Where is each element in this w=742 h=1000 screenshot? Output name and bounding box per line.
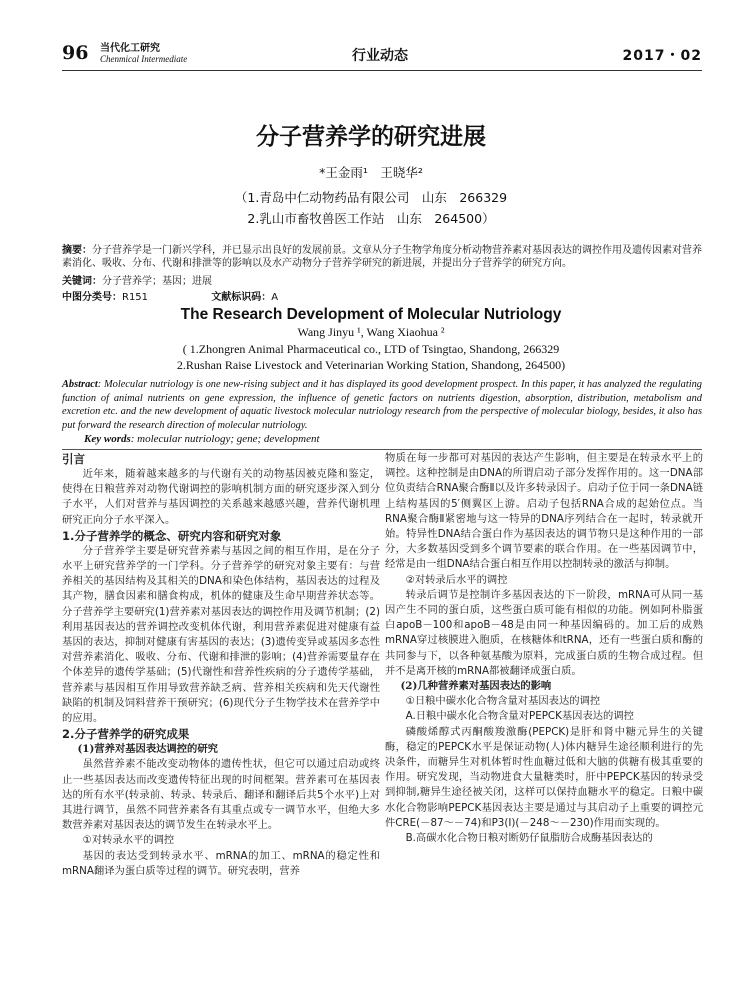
clc-value: R151 — [122, 292, 149, 303]
body-paragraph: 虽然营养素不能改变动物体的遗传性状，但它可以通过启动或终止一些基因表达而改变遗传特征出现的时间框架。营养素可在基因表达的所有水平(转录前、转录、转录后、翻译和翻译后共5个水平)上对其进行调节，虽然不同营养素各有其重点或专一调节水平，但绝大多数营养素对基因表达的调节发生在转录水平上。 — [62, 758, 380, 832]
journal-name-cn: 当代化工研究 — [100, 43, 160, 54]
english-abstract-text: : Molecular nutriology is one new-rising subject and it has displayed its good development prospect. In this paper, it has analyzed the regulating function of animal nutrients on gene expression, the influence of genetic factors on nutrients digestion, absorption, distribution, metabolism and excretion etc. and the new development of aquatic livestock molecular nutriology research from the perspective of molecular biology, besides, it also has put forward the research direction of molecular nutriology. — [62, 379, 702, 431]
sub-subsection-heading: A.日粮中碳水化合物含量对PEPCK基因表达的调控 — [405, 710, 634, 723]
english-keywords-label: Key words — [84, 433, 131, 445]
body-paragraph: 基因的表达受到转录水平、mRNA的加工、mRNA的稳定性和mRNA翻译为蛋白质等过程的调节。研究表明，营养 — [62, 849, 380, 877]
article-title: 分子营养学的研究进展 — [256, 124, 486, 150]
sub-subsection-heading: ①日粮中碳水化合物含量对基因表达的调控 — [405, 695, 601, 708]
english-keywords — [84, 433, 702, 445]
sub-subsection-heading: ②对转录后水平的调控 — [405, 573, 508, 586]
sub-subsection-heading: ①对转录水平的调控 — [82, 834, 175, 847]
section-name: 行业动态 — [352, 48, 408, 64]
year-issue: 2017・02 — [622, 48, 702, 64]
section-heading: 2.分子营养学的研究成果 — [62, 727, 190, 742]
article-authors: *王金雨¹ 王晓华² — [319, 165, 423, 180]
body-paragraph: 磷酸烯醇式丙酮酸羧激酶(PEPCK)是肝和肾中糖元异生的关键酶，稳定的PEPCK水平是保证动物(人)体内糖异生途径顺利进行的先决条件，而糖异生对机体暂时性血糖过低和大脑的供糖有极其重要的作用。研究发现，当动物进食大量糖类时，肝中PEPCK基因的转录受到抑制,糖异生途径被关闭，这样可以保持血糖水平的稳定。日粮中碳水化合物影响PEPCK基因表达主要是通过与其启动子上重要的调控元件CRE(－87～－74)和P3(Ⅰ)(－248～－230)作用而实现的。 — [385, 725, 703, 829]
sub-subsection-heading: B.高碳水化合物日粮对断奶仔鼠脂肪合成酶基因表达的 — [405, 832, 653, 845]
body-left-column — [62, 451, 380, 879]
abstract-cn-label: 摘要： — [62, 245, 92, 256]
running-header — [62, 40, 702, 70]
clc-label: 中图分类号： — [62, 292, 122, 303]
journal-name-en: Chenmical Intermediate — [100, 54, 188, 64]
body-paragraph: 分子营养学主要是研究营养素与基因之间的相互作用，是在分子水平上研究营养学的一门学科。分子营养学的研究对象主要有：与营养相关的基因结构及其相关的DNA和染色体结构，基因表达的过程及其产物，膳食因素和膳食构成，机体的健康及生命早期营养状态等。分子营养学主要研究(1)营养素对基因表达的调控作用及调节机制；(2)利用基因表达的营养调控改变机体代谢，利用营养素促进对健康有益基因的表达，抑制对健康有害基因的表达；(3)遗传变异或基因多态性对营养素消化、吸收、分布、代谢和排泄的影响；(4)营养需要量存在个体差异的遗传学基础；(5)代谢性和营养性疾病的分子遗传学基础，营养素与基因相互作用导致营养缺乏病、营养相关疾病和先天代谢性缺陷的机制及饲料营养干预研究；(6)现代分子生物学技术在营养学中的应用。 — [62, 544, 380, 725]
keywords-cn-text: 分子营养学；基因；进展 — [102, 276, 212, 287]
affiliation-line-1: （1.青岛中仁动物药品有限公司 山东 266329 — [234, 190, 508, 205]
section-heading: 1.分子营养学的概念、研究内容和研究对象 — [62, 528, 282, 543]
english-abstract-label: Abstract — [62, 379, 98, 390]
english-authors: Wang Jinyu ¹, Wang Xiaohua ² — [297, 325, 445, 339]
english-affiliation-1: ( 1.Zhongren Animal Pharmaceutical co., LTD of Tsingtao, Shandong, 266329 — [182, 342, 560, 356]
body-right-column — [385, 451, 703, 846]
english-affiliation-2: 2.Rushan Raise Livestock and Veterinarian Working Station, Shandong, 264500) — [176, 358, 566, 372]
affiliation-line-2: 2.乳山市畜牧兽医工作站 山东 264500） — [247, 211, 495, 226]
subsection-heading: (2)几种营养素对基因表达的影响 — [400, 680, 552, 693]
abstract-separator — [62, 449, 702, 450]
english-title: The Research Development of Molecular Nutriology — [180, 306, 562, 323]
abstract-cn-text: 分子营养学是一门新兴学科，并已显示出良好的发展前景。文章从分子生物学角度分析动物营养素对基因表达的调控作用及遗传因素对营养素消化、吸收、分布、代谢和排泄等的影响以及水产动物分子营养学研究的新进展，并提出分子营养学的研究方向。 — [62, 245, 702, 269]
header-rule — [62, 70, 702, 71]
keywords-cn-label: 关键词： — [62, 276, 102, 287]
classification-line — [62, 288, 702, 303]
english-keywords-text: : molecular nutriology; gene; development — [130, 433, 320, 445]
subsection-heading: (1)营养对基因表达调控的研究 — [77, 743, 218, 756]
body-paragraph: 物质在每一步都可对基因的表达产生影响，但主要是在转录水平上的调控。这种控制是由DNA的所谓启动子部分发挥作用的。这一DNA部位负责结合RNA聚合酶Ⅱ以及许多转录因子。启动子位于同一条DNA链上结构基因的5′侧翼区上游。启动子包括RNA合成的起始位点。当RNA聚合酶Ⅱ紧密地与这一特异的DNA序列结合在一起时，转录就开始。特异性DNA结合蛋白作为基因表达的调节物只是这种作用的一部分，大多数基因受到多个调节要素的联合作用。在一些基因调节中，经常是由一组DNA结合蛋白相互作用以控制转录的激活与抑制。 — [385, 452, 703, 571]
section-heading: 引言 — [62, 452, 85, 466]
journal-name — [100, 43, 187, 65]
keywords-cn — [62, 272, 702, 287]
abstract-cn — [62, 244, 702, 270]
english-abstract — [62, 378, 702, 432]
body-paragraph: 近年来，随着越来越多的与代谢有关的动物基因被克隆和鉴定，使得在日粮营养对动物代谢调控的影响机制方面的研究逐步深入到分子水平，人们对营养与基因调控的关系越来越感兴趣，营养代谢机理研究正向分子水平深入。 — [62, 468, 380, 526]
body-paragraph: 转录后调节是控制许多基因表达的下一阶段，mRNA可从同一基因产生不同的蛋白质，这些蛋白质可能有相似的功能。例如阿朴脂蛋白apoB－100和apoB－48是由同一种基因编码的。加工后的成熟mRNA穿过核膜进入胞质，在核糖体和tRNA，还有一些蛋白质和酶的共同参与下，以各种氨基酸为原料，完成蛋白质的生物合成过程。但并不是离开核的mRNA都被翻译成蛋白质。 — [385, 588, 703, 677]
doc-code-value: A — [271, 292, 279, 303]
page-number: 96 — [62, 42, 89, 64]
doc-code-label: 文献标识码： — [211, 292, 272, 303]
